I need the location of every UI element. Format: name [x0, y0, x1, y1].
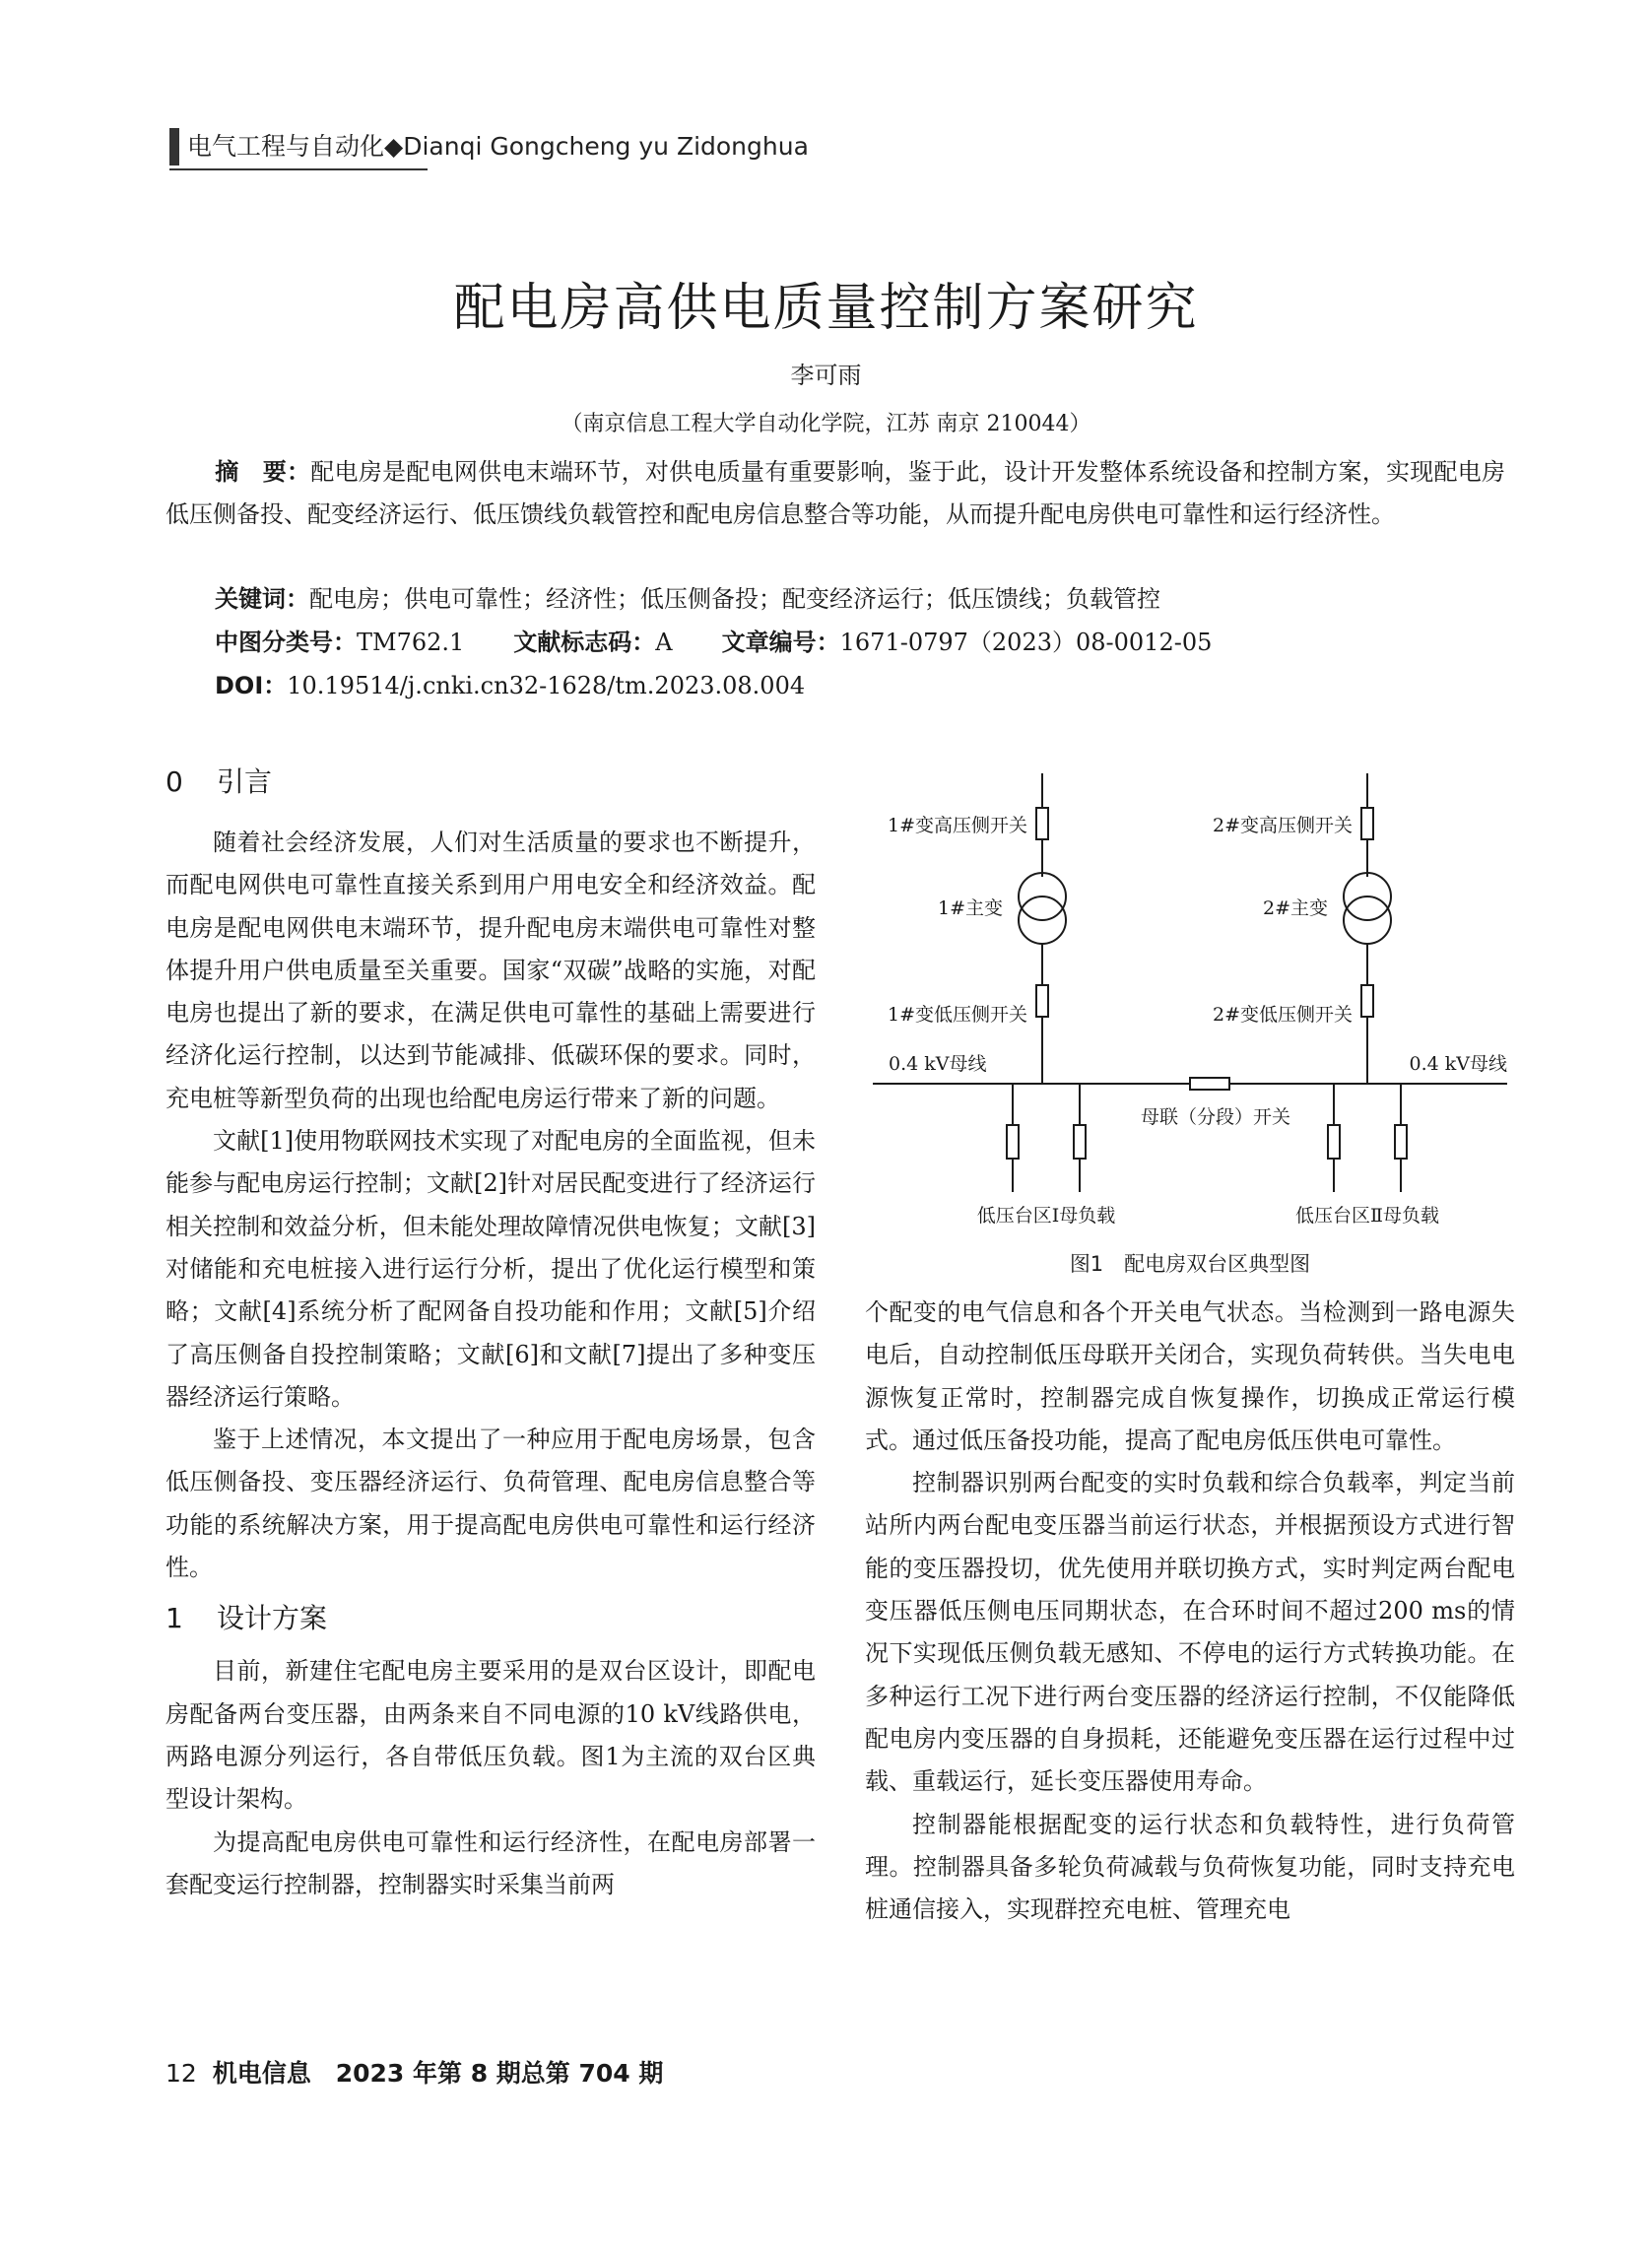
doi-label: DOI：: [215, 672, 288, 699]
bus-tie-switch: [1190, 1078, 1229, 1090]
label-load1: 低压台区Ⅰ母负载: [976, 1205, 1116, 1227]
article-number-label: 文章编号：: [721, 629, 840, 656]
label-t2: 2#主变: [1262, 897, 1328, 919]
label-t1: 1#主变: [937, 897, 1003, 919]
figure-1-diagram: [865, 759, 1515, 1241]
header-rule: [169, 168, 428, 170]
doi-value: 10.19514/j.cnki.cn32-1628/tm.2023.08.004: [287, 672, 806, 699]
label-bus-left: 0.4 kV母线: [889, 1053, 987, 1075]
clc-value: TM762.1: [357, 629, 465, 656]
right-column: [865, 1292, 1515, 1931]
load-1a-switch: [1007, 1125, 1019, 1159]
footer-journal: 机电信息 2023 年第 8 期总第 704 期: [212, 2059, 664, 2088]
label-hv2: 2#变高压侧开关: [1212, 815, 1353, 836]
keywords-label: 关键词：: [215, 585, 309, 613]
section-0-heading: 0 引言: [165, 765, 273, 798]
classification: [215, 623, 1212, 662]
paper-title: 配电房高供电质量控制方案研究: [453, 279, 1199, 338]
abstract-text: 配电房是配电网供电末端环节，对供电质量有重要影响，鉴于此，设计开发整体系统设备和控制方案，实现配电房低压侧备投、配变经济运行、低压馈线负载管控和配电房信息整合等功能，从而提升配电房供电可靠性和运行经济性。: [165, 458, 1505, 528]
header-bar: [169, 128, 179, 166]
doi: [215, 666, 805, 705]
author: 李可雨: [790, 362, 862, 389]
label-lv2: 2#变低压侧开关: [1212, 1004, 1353, 1026]
doc-code-label: 文献标志码：: [513, 629, 656, 656]
label-bus-right: 0.4 kV母线: [1409, 1053, 1507, 1075]
label-load2: 低压台区Ⅱ母负载: [1295, 1205, 1439, 1227]
doc-code-value: A: [655, 629, 673, 656]
journal-header: 电气工程与自动化◆Dianqi Gongcheng yu Zidonghua: [187, 132, 809, 161]
abstract: [165, 451, 1505, 536]
keywords: [215, 579, 1160, 619]
load-2a-switch: [1328, 1125, 1340, 1159]
page-footer: [165, 2057, 663, 2091]
clc-label: 中图分类号：: [215, 629, 357, 656]
label-lv1: 1#变低压侧开关: [887, 1004, 1027, 1026]
hv1-switch: [1036, 808, 1048, 839]
paragraph: 鉴于上述情况，本文提出了一种应用于配电房场景，包含低压侧备投、变压器经济运行、负荷管理、配电房信息整合等功能的系统解决方案，用于提高配电房供电可靠性和运行经济性。: [165, 1426, 816, 1582]
load-2b-switch: [1395, 1125, 1407, 1159]
affiliation: （南京信息工程大学自动化学院，江苏 南京 210044）: [561, 412, 1091, 436]
figure-1-caption: 图1 配电房双台区典型图: [1069, 1252, 1311, 1276]
paragraph: 控制器识别两台配变的实时负载和综合负载率，判定当前站所内两台配电变压器当前运行状态，并根据预设方式进行智能的变压器投切，优先使用并联切换方式，实时判定两台配电变压器低压侧电压同期状态，在合环时间不超过200 ms的情况下实现低压侧负载无感知、不停电的运行方式转换功能。在多种运行工况下进行两台变压器的经济运行控制，不仅能降低配电房内变压器的自身损耗，还能避免变压器在运行过程中过载、重载运行，延长变压器使用寿命。: [865, 1469, 1515, 1796]
keywords-text: 配电房；供电可靠性；经济性；低压侧备投；配变经济运行；低压馈线；负载管控: [309, 585, 1160, 613]
abstract-label: 摘 要：: [215, 458, 311, 486]
paragraph: 为提高配电房供电可靠性和运行经济性，在配电房部署一套配变运行控制器，控制器实时采集当前两: [165, 1827, 816, 1898]
paragraph: 文献[1]使用物联网技术实现了对配电房的全面监视，但未能参与配电房运行控制；文献[2]针对居民配变进行了经济运行相关控制和效益分析，但未能处理故障情况供电恢复；文献[3]对储能和充电桩接入进行运行分析，提出了优化运行模型和策略；文献[4]系统分析了配网备自投功能和作用；文献[5]介绍了高压侧备自投控制策略；文献[6]和文献[7]提出了多种变压器经济运行策略。: [165, 1127, 816, 1411]
page-number: 12: [165, 2059, 197, 2088]
paragraph: 个配变的电气信息和各个开关电气状态。当检测到一路电源失电后，自动控制低压母联开关闭合，实现负荷转供。当失电电源恢复正常时，控制器完成自恢复操作，切换成正常运行模式。通过低压备投功能，提高了配电房低压供电可靠性。: [865, 1298, 1515, 1454]
article-number-value: 1671-0797（2023）08-0012-05: [839, 629, 1213, 656]
paragraph: 控制器能根据配变的运行状态和负载特性，进行负荷管理。控制器具备多轮负荷减载与负荷恢复功能，同时支持充电桩通信接入，实现群控充电桩、管理充电: [865, 1810, 1515, 1924]
lv2-switch: [1361, 985, 1373, 1017]
paragraph: 目前，新建住宅配电房主要采用的是双台区设计，即配电房配备两台变压器，由两条来自不同电源的10 kV线路供电，两路电源分列运行，各自带低压负载。图1为主流的双台区典型设计架构。: [165, 1657, 816, 1814]
left-column: [165, 763, 816, 1906]
section-1-heading: 1 设计方案: [165, 1602, 328, 1635]
lv1-switch: [1036, 985, 1048, 1017]
label-hv1: 1#变高压侧开关: [887, 815, 1027, 836]
load-1b-switch: [1074, 1125, 1086, 1159]
paragraph: 随着社会经济发展，人们对生活质量的要求也不断提升，而配电网供电可靠性直接关系到用户用电安全和经济效益。配电房是配电网供电末端环节，提升配电房末端供电可靠性对整体提升用户供电质量至关重要。国家“双碳”战略的实施，对配电房也提出了新的要求，在满足供电可靠性的基础上需要进行经济化运行控制，以达到节能减排、低碳环保的要求。同时，充电桩等新型负荷的出现也给配电房运行带来了新的问题。: [165, 829, 816, 1112]
hv2-switch: [1361, 808, 1373, 839]
label-tie: 母联（分段）开关: [1140, 1106, 1291, 1128]
